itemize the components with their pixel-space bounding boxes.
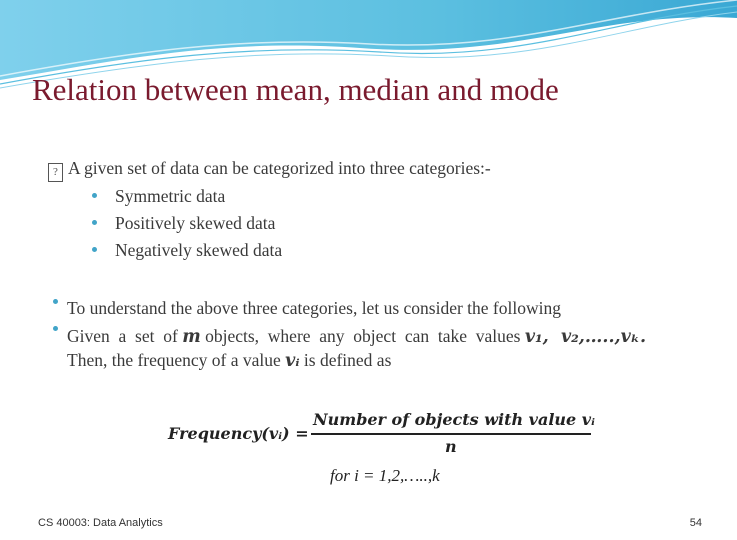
bullet-symmetric: Symmetric data [115,186,226,206]
bullet-dot [92,247,97,252]
then-text-b: is defined as [299,350,392,370]
bullet-dot [92,193,97,198]
formula-numerator: Number of objects with value vᵢ [313,410,595,429]
fraction-bar [311,433,591,435]
bullet-negative: Negatively skewed data [115,240,283,260]
math-values: v₁, v₂,…..,vₖ. [524,327,647,347]
page-number: 54 [689,517,702,529]
formula-lhs: Frequency(vᵢ) = [168,424,309,443]
bullet-dot [92,220,97,225]
footer-course: CS 40003: Data Analytics [38,517,163,529]
then-text-a: Then, the frequency of a value [67,350,286,370]
bullet-dot [53,299,58,304]
bullet-given-set [67,326,646,347]
missing-glyph-icon: ? [48,163,63,182]
formula-denominator: n [445,437,457,456]
given-text-b: objects, where any object can take values [200,326,525,346]
bullet-understand: To understand the above three categories, let us consider the following [67,298,561,318]
bullet-positive: Positively skewed data [115,213,276,233]
bullet-intro: A given set of data can be categorized into three categories:- [68,158,491,178]
given-text-a: Given a set of [67,326,183,346]
slide-title: Relation between mean, median and mode [32,72,559,107]
formula-condition: for i = 1,2,…..,k [330,466,440,485]
bullet-given-set-line2 [67,350,391,371]
bullet-dot [53,326,58,331]
math-vi: vᵢ [285,351,300,371]
math-m: m [182,327,201,347]
